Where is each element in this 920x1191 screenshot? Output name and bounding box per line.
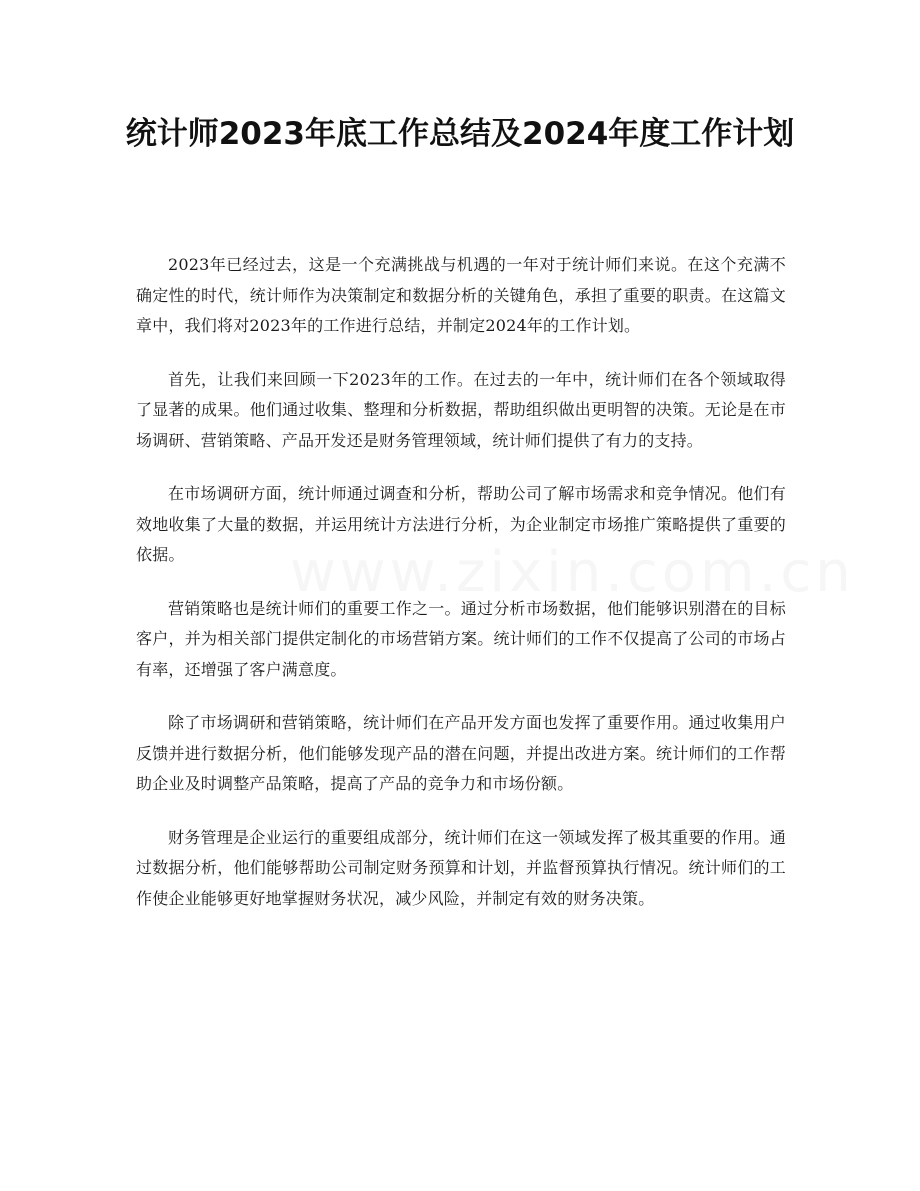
document-title: 统计师2023年底工作总结及2024年度工作计划	[125, 116, 795, 152]
document-body	[136, 250, 786, 937]
paragraph-intro: 2023年已经过去，这是一个充满挑战与机遇的一年对于统计师们来说。在这个充满不确定性的时代，统计师作为决策制定和数据分析的关键角色，承担了重要的职责。在这篇文章中，我们将对2023年的工作进行总结，并制定2024年的工作计划。	[136, 255, 786, 335]
paragraph-product-development: 除了市场调研和营销策略，统计师们在产品开发方面也发挥了重要作用。通过收集用户反馈并进行数据分析，他们能够发现产品的潜在问题，并提出改进方案。统计师们的工作帮助企业及时调整产品策略，提高了产品的竞争力和市场份额。	[136, 713, 786, 793]
paragraph-marketing-strategy: 营销策略也是统计师们的重要工作之一。通过分析市场数据，他们能够识别潜在的目标客户，并为相关部门提供定制化的市场营销方案。统计师们的工作不仅提高了公司的市场占有率，还增强了客户满意度。	[136, 598, 786, 679]
paragraph-financial-management: 财务管理是企业运行的重要组成部分，统计师们在这一领域发挥了极其重要的作用。通过数据分析，他们能够帮助公司制定财务预算和计划，并监督预算执行情况。统计师们的工作使企业能够更好地掌握财务状况，减少风险，并制定有效的财务决策。	[136, 827, 786, 908]
watermark: www.zixin.com.cn	[290, 540, 855, 605]
paragraph-review: 首先，让我们来回顾一下2023年的工作。在过去的一年中，统计师们在各个领域取得了显著的成果。他们通过收集、整理和分析数据，帮助组织做出更明智的决策。无论是在市场调研、营销策略、产品开发还是财务管理领域，统计师们提供了有力的支持。	[136, 369, 786, 450]
paragraph-market-research: 在市场调研方面，统计师通过调查和分析，帮助公司了解市场需求和竞争情况。他们有效地收集了大量的数据，并运用统计方法进行分析，为企业制定市场推广策略提供了重要的依据。	[136, 484, 786, 564]
